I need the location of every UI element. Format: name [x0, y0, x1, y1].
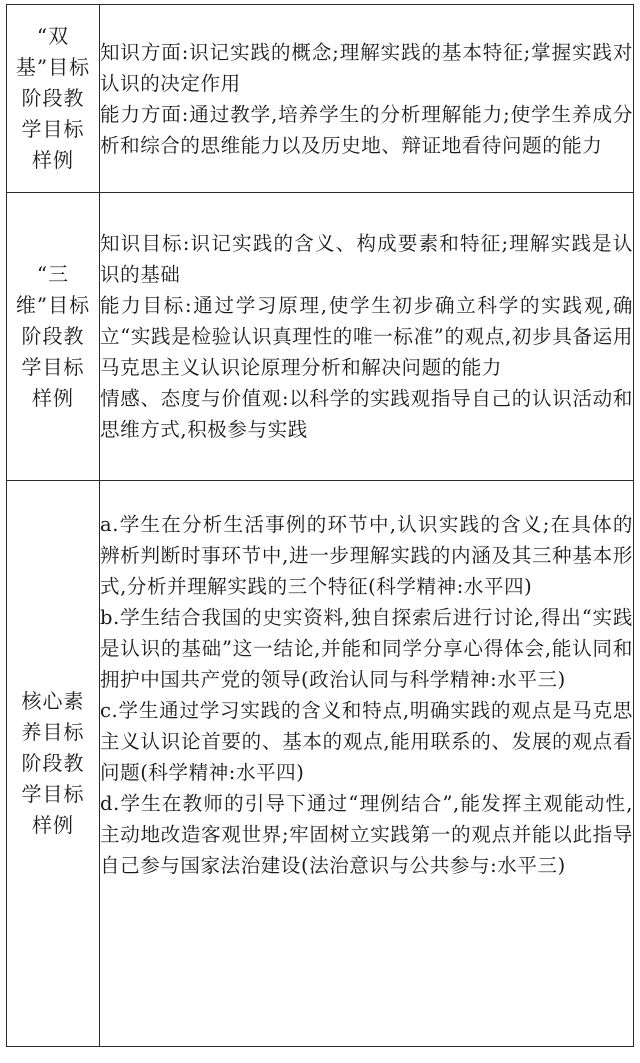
row-label-cell: [7, 5, 100, 193]
row-label-cell: [7, 481, 100, 1047]
content-paragraph: 知识方面:识记实践的概念;理解实践的基本特征;掌握实践对认识的决定作用: [100, 40, 633, 95]
table-row: [7, 481, 634, 1047]
row-label: 核心素养目标阶段教学目标样例: [21, 689, 85, 837]
table-row: [7, 5, 634, 193]
row-content-cell: [100, 193, 634, 481]
content-paragraph: d.学生在教师的引导下通过“理例结合”,能发挥主观能动性,主动地改造客观世界;牢固树立实践第一的观点并能以此指导自己参与国家法治建设(法治意识与公共参与:水平三): [100, 792, 633, 877]
row-content-cell: [100, 481, 634, 1047]
content-paragraph: a.学生在分析生活事例的环节中,认识实践的含义;在具体的辨析判断时事环节中,进一步理解实践的内涵及其三种基本形式,分析并理解实践的三个特征(科学精神:水平四): [100, 513, 633, 598]
content-paragraph: b.学生结合我国的史实资料,独自探索后进行讨论,得出“实践是认识的基础”这一结论,并能和同学分享心得体会,能认同和拥护中国共产党的领导(政治认同与科学精神:水平三): [100, 606, 633, 691]
content-paragraph: 情感、态度与价值观:以科学的实践观指导自己的认识活动和思维方式,积极参与实践: [100, 387, 633, 441]
teaching-goals-table: [6, 4, 634, 1047]
table-row: [7, 193, 634, 481]
content-paragraph: 知识目标:识记实践的含义、构成要素和特征;理解实践是认识的基础: [100, 232, 633, 286]
content-paragraph: 能力方面:通过教学,培养学生的分析理解能力;使学生养成分析和综合的思维能力以及历史地、辩证地看待问题的能力: [100, 102, 633, 157]
content-paragraph: c.学生通过学习实践的含义和特点,明确实践的观点是马克思主义认识论首要的、基本的观点,能用联系的、发展的观点看问题(科学精神:水平四): [100, 699, 633, 784]
row-content-cell: [100, 5, 634, 193]
row-label: “三维”目标阶段教学目标样例: [15, 262, 91, 410]
row-label-cell: [7, 193, 100, 481]
content-paragraph: 能力目标:通过学习原理,使学生初步确立科学的实践观,确立“实践是检验认识真理性的唯一标准”的观点,初步具备运用马克思主义认识论原理分析和解决问题的能力: [100, 294, 633, 379]
row-label: “双基”目标阶段教学目标样例: [15, 24, 91, 172]
